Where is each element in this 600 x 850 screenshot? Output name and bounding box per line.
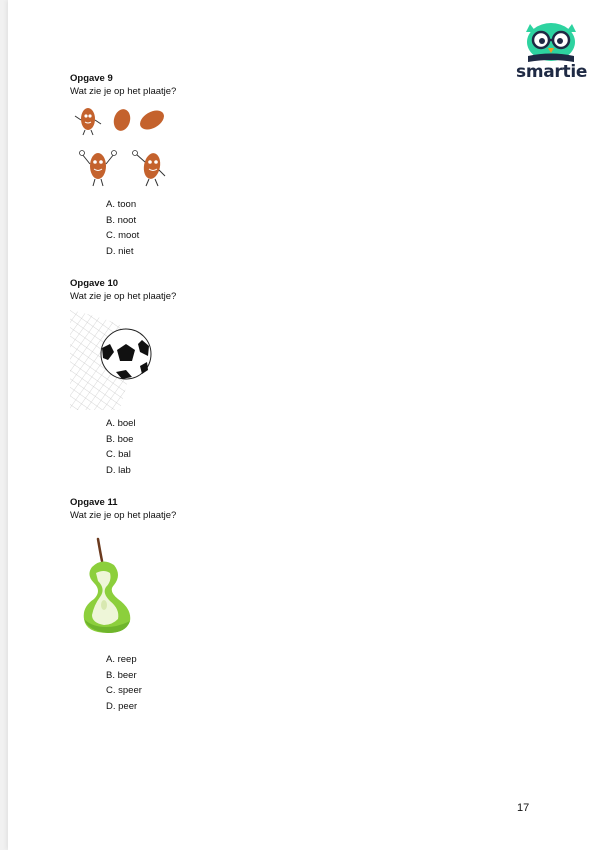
options-list-9	[106, 197, 139, 259]
option[interactable]: D. peer	[106, 700, 138, 712]
owl-icon	[516, 18, 586, 64]
question-9	[70, 72, 176, 98]
question-10	[70, 277, 176, 303]
option[interactable]: C. bal	[106, 449, 131, 461]
option[interactable]: C. speer	[106, 685, 142, 697]
almond-character-icon	[133, 151, 166, 187]
option[interactable]: B. beer	[106, 669, 137, 681]
question-prompt: Wat zie je op het plaatje?	[70, 86, 177, 97]
almond-icon	[111, 107, 132, 132]
question-title: Opgave 11	[70, 497, 118, 508]
smartie-logo	[516, 18, 586, 84]
options-list-11	[106, 652, 142, 714]
question-title: Opgave 10	[70, 278, 119, 289]
option[interactable]: B. boe	[106, 433, 134, 445]
almond-characters-image	[70, 104, 170, 196]
almond-character-icon	[80, 151, 117, 187]
question-title: Opgave 9	[70, 73, 113, 84]
option[interactable]: A. reep	[106, 654, 137, 665]
worksheet-page	[8, 0, 600, 850]
page-number: 17	[517, 802, 530, 814]
option[interactable]: B. noot	[106, 214, 137, 226]
almond-character-icon	[75, 108, 101, 135]
option[interactable]: A. toon	[106, 199, 137, 210]
soccer-ball-in-net-image	[70, 310, 162, 410]
options-list-10	[106, 416, 136, 478]
option[interactable]: A. boel	[106, 418, 136, 429]
question-11	[70, 496, 176, 522]
pear-core-image	[78, 535, 148, 635]
option[interactable]: D. niet	[106, 245, 134, 257]
soccer-ball-icon	[101, 329, 151, 379]
question-prompt: Wat zie je op het plaatje?	[70, 291, 177, 302]
almond-icon	[137, 107, 168, 134]
option[interactable]: C. moot	[106, 230, 140, 242]
option[interactable]: D. lab	[106, 464, 131, 476]
pear-core-icon	[84, 539, 131, 633]
question-prompt: Wat zie je op het plaatje?	[70, 510, 177, 521]
logo-text: smartie	[516, 62, 588, 82]
